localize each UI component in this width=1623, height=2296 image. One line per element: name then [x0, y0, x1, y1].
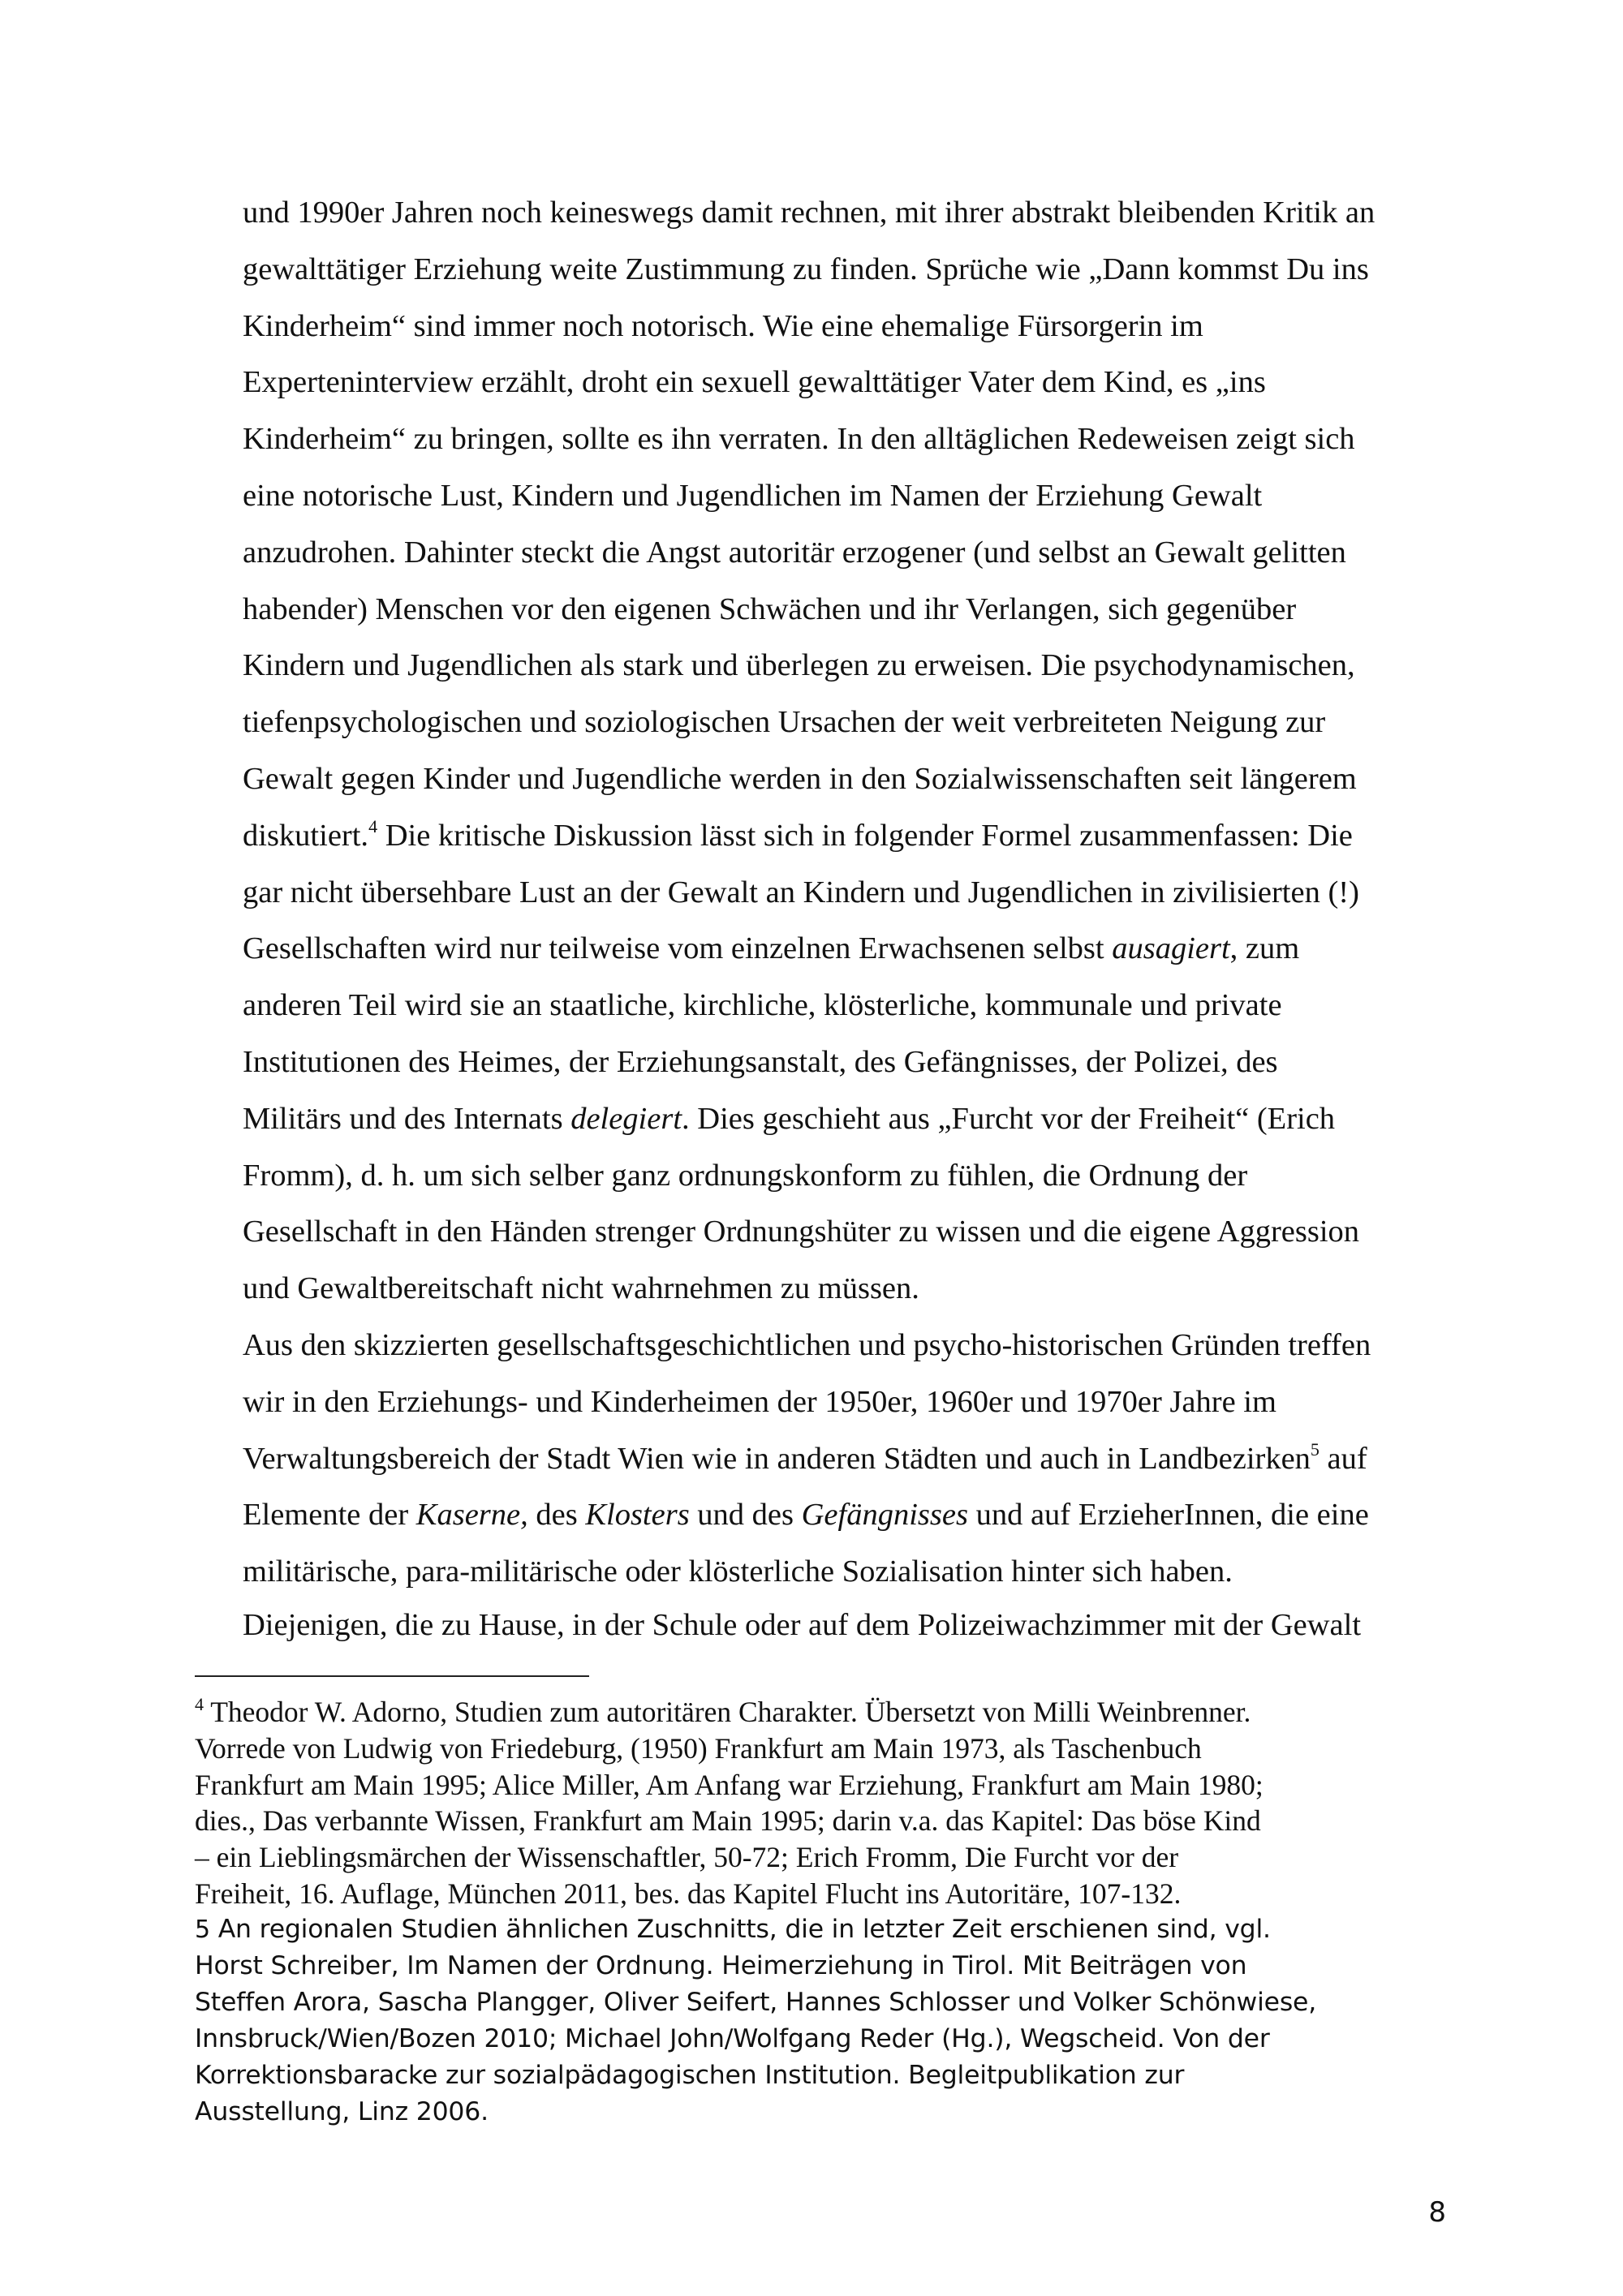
- body-line: tiefenpsychologischen und soziologischen Ursachen der weit verbreiteten Neigung zur: [243, 705, 1326, 740]
- body-line: Gesellschaft in den Händen strenger Ordnungshüter zu wissen und die eigene Aggression: [243, 1215, 1360, 1249]
- body-text-fragment: diskutiert.: [243, 818, 369, 853]
- footnote-line: Frankfurt am Main 1995; Alice Miller, Am Anfang war Erziehung, Frankfurt am Main 1980;: [195, 1768, 1264, 1801]
- body-line: [243, 921, 1452, 978]
- footnote-line: dies., Das verbannte Wissen, Frankfurt am Main 1995; darin v.a. das Kapitel: Das böse Kind: [195, 1804, 1261, 1838]
- body-text-fragment: Gesellschaften wird nur teilweise vom einzelnen Erwachsenen selbst: [243, 931, 1113, 966]
- body-line: habender) Menschen vor den eigenen Schwächen und ihr Verlangen, sich gegenüber: [243, 591, 1297, 626]
- body-line: militärische, para-militärische oder klösterliche Sozialisation hinter sich haben.: [243, 1554, 1233, 1589]
- body-line: [243, 1091, 1452, 1148]
- footnote-4: [195, 1694, 1461, 1912]
- footnote-ref-5[interactable]: 5: [1310, 1438, 1319, 1460]
- body-line: Experteninterview erzählt, droht ein sexuell gewalttätiger Vater dem Kind, es „ins: [243, 365, 1266, 400]
- footnote-separator: [195, 1675, 589, 1677]
- body-text-fragment: auf: [1319, 1441, 1367, 1476]
- emphasis-ausagiert: ausagiert: [1112, 931, 1230, 966]
- body-line: Kinderheim“ zu bringen, sollte es ihn verraten. In den alltäglichen Redeweisen zeigt sich: [243, 422, 1355, 457]
- body-text-fragment: und auf ErzieherInnen, die eine: [967, 1498, 1369, 1533]
- body-line: gewalttätiger Erziehung weite Zustimmung zu finden. Sprüche wie „Dann kommst Du ins: [243, 252, 1369, 286]
- footnote-line: Ausstellung, Linz 2006.: [195, 2097, 489, 2126]
- footnote-line: Korrektionsbaracke zur sozialpädagogischen Institution. Begleitpublikation zur: [195, 2061, 1185, 2090]
- emphasis-gefaengnisses: Gefängnisses: [801, 1498, 968, 1533]
- footnote-text: An regionalen Studien ähnlichen Zuschnitts, die in letzter Zeit erschienen sind, vgl.: [209, 1915, 1271, 1944]
- body-line: Kinderheim“ sind immer noch notorisch. Wie eine ehemalige Fürsorgerin im: [243, 308, 1203, 343]
- footnote-line: Steffen Arora, Sascha Plangger, Oliver Seifert, Hannes Schlosser und Volker Schönwiese,: [195, 1988, 1317, 2017]
- body-text-fragment: Elemente der: [243, 1498, 416, 1533]
- body-line: Aus den skizzierten gesellschaftsgeschichtlichen und psycho-historischen Gründen treffen: [243, 1327, 1371, 1362]
- body-line: anderen Teil wird sie an staatliche, kirchliche, klösterliche, kommunale und private: [243, 988, 1282, 1023]
- footnote-5: [195, 1911, 1461, 2130]
- footnote-line: – ein Lieblingsmärchen der Wissenschaftler, 50-72; Erich Fromm, Die Furcht vor der: [195, 1841, 1179, 1874]
- body-line: Gewalt gegen Kinder und Jugendliche werden in den Sozialwissenschaften seit längerem: [243, 761, 1357, 796]
- body-text-fragment: Die kritische Diskussion lässt sich in folgender Formel zusammenfassen: Die: [377, 818, 1353, 853]
- body-line: wir in den Erziehungs- und Kinderheimen der 1950er, 1960er und 1970er Jahre im: [243, 1384, 1276, 1419]
- footnote-line: Innsbruck/Wien/Bozen 2010; Michael John/Wolfgang Reder (Hg.), Wegscheid. Von der: [195, 2024, 1270, 2053]
- footnote-number: 5: [195, 1915, 210, 1944]
- footnote-text: Theodor W. Adorno, Studien zum autoritären Charakter. Übersetzt von Milli Weinbrenner.: [204, 1696, 1251, 1728]
- body-line: und 1990er Jahren noch keineswegs damit rechnen, mit ihrer abstrakt bleibenden Kritik an: [243, 196, 1375, 230]
- emphasis-delegiert: delegiert: [570, 1101, 682, 1136]
- body-line: anzudrohen. Dahinter steckt die Angst autoritär erzogener (und selbst an Gewalt gelitten: [243, 535, 1346, 570]
- body-line: und Gewaltbereitschaft nicht wahrnehmen zu müssen.: [243, 1271, 919, 1306]
- footnote-line: Horst Schreiber, Im Namen der Ordnung. Heimerziehung in Tirol. Mit Beiträgen von: [195, 1951, 1247, 1980]
- footnote-line: [195, 1911, 1461, 1948]
- body-line: [243, 808, 1452, 865]
- body-text-fragment: , zum: [1229, 931, 1300, 966]
- body-text-fragment: . Dies geschieht aus „Furcht vor der Freiheit“ (Erich: [682, 1101, 1336, 1136]
- footnote-line: Freiheit, 16. Auflage, München 2011, bes. das Kapitel Flucht ins Autoritäre, 107-132.: [195, 1877, 1182, 1910]
- body-text-fragment: Verwaltungsbereich der Stadt Wien wie in anderen Städten und auch in Landbezirken: [243, 1441, 1311, 1476]
- body-line: gar nicht übersehbare Lust an der Gewalt an Kindern und Jugendlichen in zivilisierten (!): [243, 875, 1359, 909]
- body-text-fragment: Militärs und des Internats: [243, 1101, 571, 1136]
- body-line: Diejenigen, die zu Hause, in der Schule oder auf dem Polizeiwachzimmer mit der Gewalt: [243, 1607, 1362, 1642]
- emphasis-kaserne: Kaserne,: [415, 1498, 528, 1533]
- body-text: [243, 185, 1452, 1649]
- body-line: eine notorische Lust, Kindern und Jugendlichen im Namen der Erziehung Gewalt: [243, 478, 1263, 513]
- page-number: 8: [1428, 2196, 1446, 2229]
- footnote-line: Vorrede von Ludwig von Friedeburg, (1950) Frankfurt am Main 1973, als Taschenbuch: [195, 1731, 1202, 1765]
- emphasis-klosters: Klosters: [585, 1498, 690, 1533]
- footnote-ref-4[interactable]: 4: [368, 815, 378, 836]
- body-line: [243, 1431, 1452, 1488]
- footnote-line: [195, 1694, 1461, 1731]
- footnote-number: 4: [195, 1694, 204, 1714]
- body-line: Fromm), d. h. um sich selber ganz ordnungskonform zu fühlen, die Ordnung der: [243, 1158, 1248, 1193]
- body-line: Institutionen des Heimes, der Erziehungsanstalt, des Gefängnisses, der Polizei, des: [243, 1044, 1278, 1079]
- body-line: Kindern und Jugendlichen als stark und überlegen zu erweisen. Die psychodynamischen,: [243, 648, 1355, 683]
- body-text-fragment: des: [527, 1498, 586, 1533]
- body-line: [243, 1487, 1452, 1544]
- body-text-fragment: und des: [689, 1498, 802, 1533]
